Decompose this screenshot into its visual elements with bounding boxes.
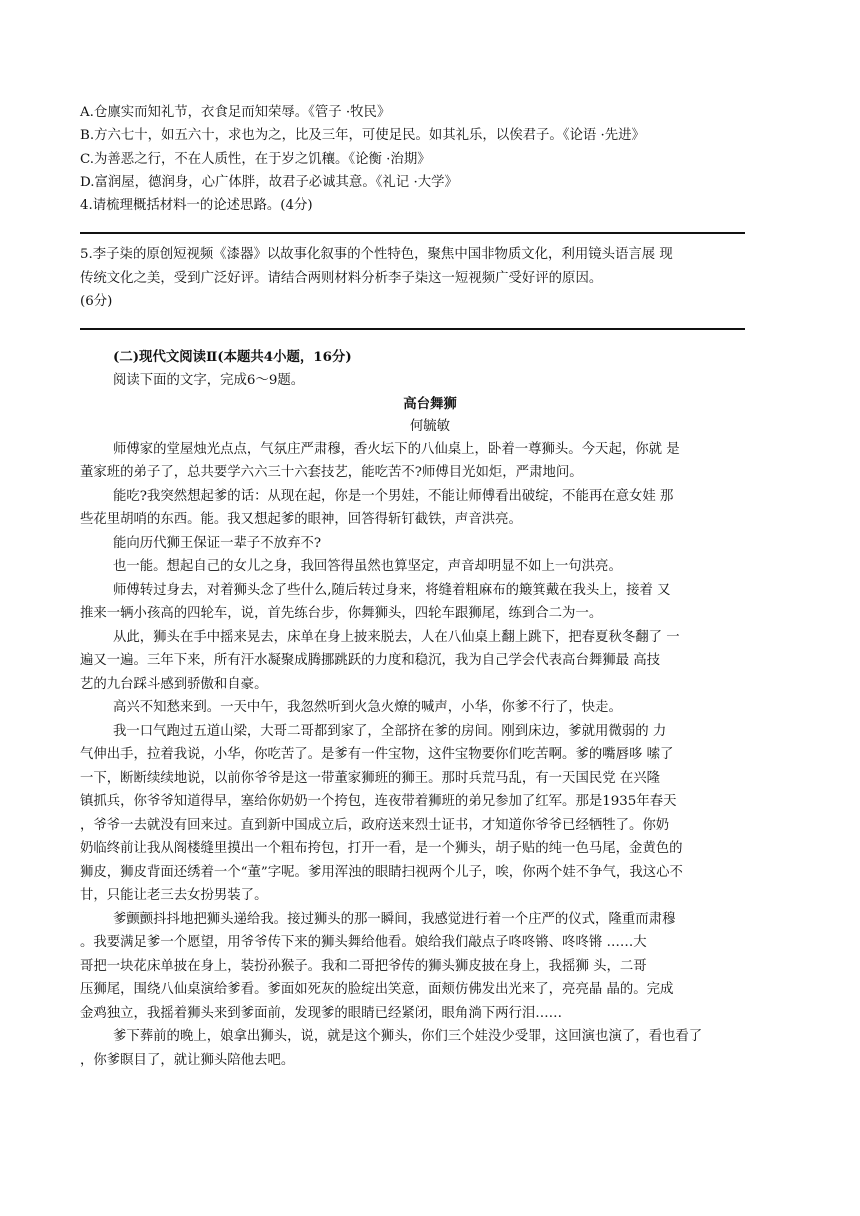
body-line-5: 能向历代狮王保证一辈子不放弃不? [113,536,322,551]
body-line-21: 爹颤颤抖抖地把狮头递给我。接过狮头的那一瞬间，我感觉进行着一个庄严的仪式，隆重而肃穆 [113,912,676,927]
option-b: B.方六七十，如五六十，求也为之，比及三年，可使足民。如其礼乐，以俟君子。《论语 ·先进》 [80,128,645,143]
instruction: 阅读下面的文字，完成6～9题。 [113,373,305,388]
body-line-20: 甘，只能让老三去女扮男装了。 [80,888,268,903]
body-line-23: 哥把一块花床单披在身上，装扮孙猴子。我和二哥把爷传的狮头狮皮披在身上，我摇狮 头，二哥 [80,959,647,974]
body-line-7: 师傅转过身去，对着狮头念了些什么,随后转过身来，将缝着粗麻布的簸箕戴在我头上，接着 又 [113,583,671,598]
option-a: A.仓廪实而知礼节，衣食足而知荣辱。《管子 ·牧民》 [80,105,391,120]
option-d: D.富润屋，德润身，心广体胖，故君子必诚其意。《礼记 ·大学》 [80,175,458,190]
body-line-16: 镇抓兵，你爷爷知道得早，塞给你奶奶一个挎包，连夜带着狮班的弟兄参加了红军。那是1935年春天 [80,794,677,809]
body-line-17: ，爷爷一去就没有回来过。直到新中国成立后，政府送来烈士证书，才知道你爷爷已经牺牲了。你奶 [80,818,670,833]
body-line-12: 高兴不知愁来到。一天中午，我忽然听到火急火燎的喊声，小华，你爹不行了，快走。 [113,700,622,715]
body-line-3: 能吃?我突然想起爹的话：从现在起，你是一个男娃，不能让师傅看出破绽，不能再在意女娃 那 [113,489,674,504]
body-line-15: 一下，断断续续地说，以前你爷爷是这一带董家狮班的狮王。那时兵荒马乱，有一天国民党 在兴隆 [80,771,661,786]
body-line-2: 董家班的弟子了，总共要学六六三十六套技艺，能吃苦不?师傅目光如炬，严肃地问。 [80,465,583,480]
body-line-14: 气伸出手，拉着我说，小华，你吃苦了。是爹有一件宝物，这件宝物要你们吃苦啊。爹的嘴唇哆 嗦了 [80,747,674,762]
story-title: 高台舞狮 [403,396,457,412]
body-line-1: 师傅家的堂屋烛光点点，气氛庄严肃穆，香火坛下的八仙桌上，卧着一尊狮头。今天起，你就 是 [113,442,680,457]
body-line-13: 我一口气跑过五道山梁，大哥二哥都到家了，全部挤在爹的房间。刚到床边，爹就用微弱的 力 [113,724,667,739]
body-line-4: 些花里胡哨的东西。能。我又想起爹的眼神，回答得斩钉截铁，声音洪亮。 [80,512,522,527]
answer-line-2 [80,328,745,330]
body-line-27: ，你爹瞑目了，就让狮头陪他去吧。 [80,1053,295,1068]
body-line-8: 推来一辆小孩高的四轮车，说，首先练台步，你舞狮头，四轮车跟狮尾，练到合二为一。 [80,606,603,621]
question-5-line-3: (6分) [80,294,113,309]
body-line-18: 奶临终前让我从阁楼缝里摸出一个粗布挎包，打开一看，是一个狮头，胡子贴的纯一色马尾，金黄色的 [80,841,683,856]
option-c: C.为善恶之行，不在人质性，在于岁之饥穰。《论衡 ·治期》 [80,152,431,167]
body-line-11: 艺的九台踩斗感到骄傲和自豪。 [80,677,268,692]
body-line-26: 爹下葬前的晚上，娘拿出狮头，说，就是这个狮头，你们三个娃没少受罪，这回演也演了，看也看了 [113,1029,703,1044]
answer-line-1 [80,232,745,234]
section-heading: (二)现代文阅读Ⅱ(本题共4小题，16分) [113,349,352,365]
body-line-24: 压狮尾，围绕八仙桌演给爹看。爹面如死灰的脸绽出笑意，面颊仿佛发出光来了，亮亮晶 晶的。完成 [80,982,674,997]
body-line-10: 遍又一遍。三年下来，所有汗水凝聚成腾挪跳跃的力度和稳沉，我为自己学会代表高台舞狮最 高技 [80,653,661,668]
question-4: 4.请梳理概括材料一的论述思路。(4分) [80,198,313,213]
body-line-25: 金鸡独立，我摇着狮头来到爹面前，发现爹的眼睛已经紧闭，眼角淌下两行泪…… [80,1006,563,1021]
story-author: 何毓敏 [409,419,451,434]
body-line-9: 从此，狮头在手中摇来晃去，床单在身上披来脱去，人在八仙桌上翻上跳下，把春夏秋冬翻了 一 [113,630,680,645]
question-5-line-2: 传统文化之美，受到广泛好评。请结合两则材料分析李子柒这一短视频广受好评的原因。 [80,271,603,286]
body-line-6: 也一能。想起自己的女儿之身，我回答得虽然也算坚定，声音却明显不如上一句洪亮。 [113,559,622,574]
body-line-22: 。我要满足爹一个愿望，用爷爷传下来的狮头舞给他看。娘给我们敲点子咚咚锵、咚咚锵 ……大 [80,935,647,950]
body-line-19: 狮皮，狮皮背面还绣着一个“董”字呢。爹用浑浊的眼睛扫视两个儿子，唉，你两个娃不争气，我这心不 [80,865,683,880]
question-5-line-1: 5.李子柒的原创短视频《漆器》以故事化叙事的个性特色，聚焦中国非物质文化，利用镜头语言展 现 [80,247,673,262]
